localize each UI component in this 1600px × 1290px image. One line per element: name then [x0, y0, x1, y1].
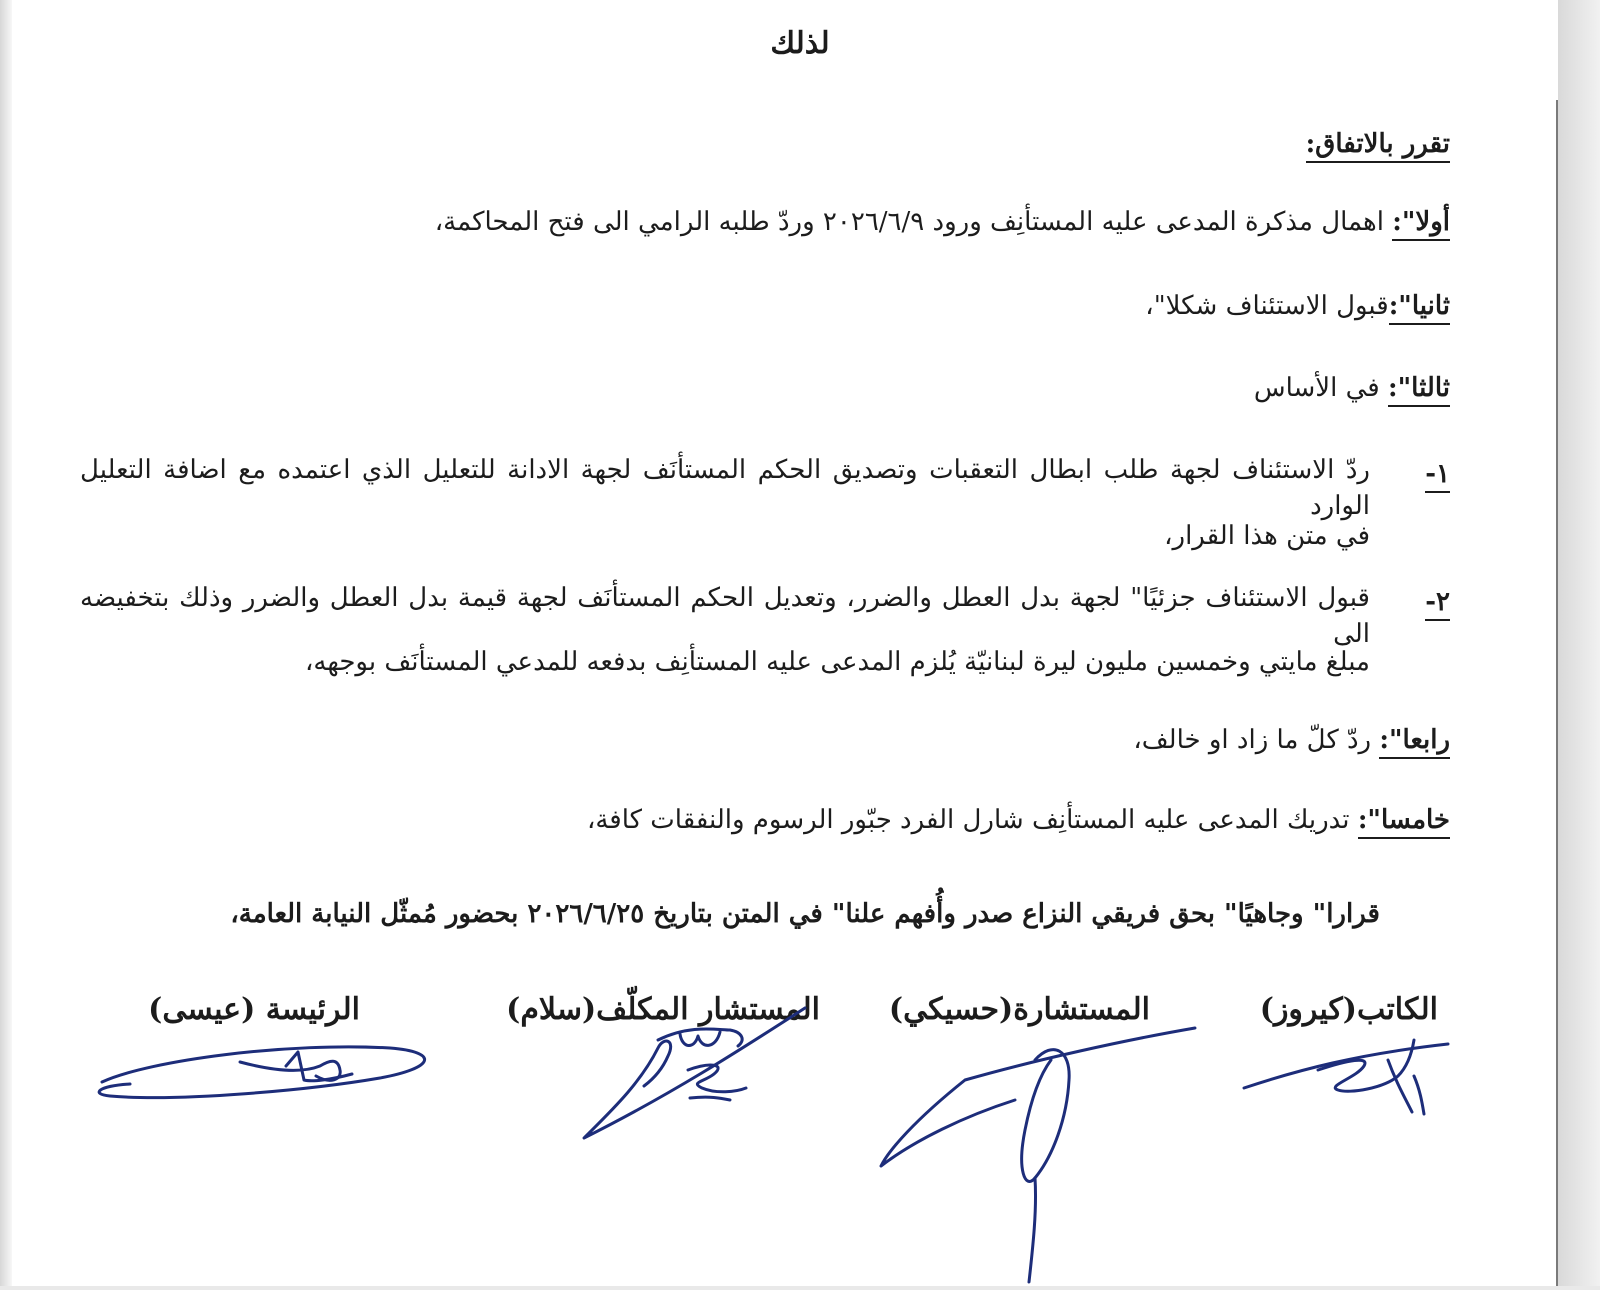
clause-second — [1145, 288, 1450, 324]
president-signature — [90, 1030, 440, 1114]
clause-third-label: ثالثا": — [1388, 373, 1450, 407]
clause-fourth-text: ردّ كلّ ما زاد او خالف، — [1133, 725, 1380, 755]
counselor-assigned-signature — [570, 1000, 820, 1154]
clerk-signature — [1238, 1030, 1458, 1134]
item-2-line-1: قبول الاستئناف جزئيًا" لجهة بدل العطل والضرر، وتعديل الحكم المستأنَف لجهة قيمة بدل العطل والضرر وذلك بتخفيضه الى — [80, 583, 1370, 649]
page-left-edge — [0, 0, 12, 1286]
item-2-number: ٢- — [1425, 584, 1450, 620]
clause-fifth-text: تدريك المدعى عليه المستأنِف شارل الفرد جبّور الرسوم والنفقات كافة، — [586, 805, 1358, 835]
clause-fourth-label: رابعا": — [1379, 725, 1450, 759]
item-1-line-1: ردّ الاستئناف لجهة طلب ابطال التعقبات وتصديق الحكم المستأنَف لجهة الادانة للتعليل الذي اعتمده مع اضافة التعليل الوارد — [80, 455, 1370, 521]
clause-second-text: قبول الاستئناف شكلا"، — [1145, 291, 1389, 321]
signatory-president: الرئيسة (عيسى) — [148, 992, 360, 1027]
clause-fourth — [1133, 722, 1450, 758]
clause-fifth-label: خامسا": — [1358, 805, 1450, 839]
clause-first-label: أولا": — [1392, 207, 1450, 241]
item-1-number: ١- — [1425, 456, 1450, 492]
clause-first-text: اهمال مذكرة المدعى عليه المستأنِف ورود ٢٠٢٦/٦/٩ وردّ طلبه الرامي الى فتح المحاكمة، — [434, 207, 1393, 237]
counselor-female-signature — [875, 1020, 1205, 1290]
clause-third — [1254, 370, 1450, 406]
item-1-line-2: في متن هذا القرار، — [1164, 521, 1370, 551]
clause-fifth — [587, 802, 1450, 838]
document-title: لذلك — [770, 26, 830, 61]
clause-first — [435, 204, 1450, 240]
decision-heading — [1306, 126, 1450, 162]
signatory-counselor-female: المستشارة(حسيكي) — [888, 992, 1150, 1027]
final-statement: قرارا" وجاهيًا" بحق فريقي النزاع صدر وأُفهم علنا" في المتن بتاريخ ٢٠٢٦/٦/٢٥ بحضور مُمثّل النيابة العامة، — [230, 899, 1380, 929]
signatory-counselor-assigned: المستشار المكلّف(سلام) — [506, 992, 820, 1027]
decision-heading-label: تقرر بالاتفاق: — [1306, 129, 1450, 163]
signatory-clerk: الكاتب(كيروز) — [1259, 992, 1438, 1027]
clause-third-text: في الأساس — [1253, 373, 1388, 403]
page-right-shadow — [1558, 0, 1600, 1286]
item-2-line-2: مبلغ مايتي وخمسين مليون ليرة لبنانيّة يُلزم المدعى عليه المستأنِف بدفعه للمدعي المستأنَف بوجهه، — [305, 647, 1370, 677]
clause-second-label: ثانيا": — [1389, 291, 1450, 325]
